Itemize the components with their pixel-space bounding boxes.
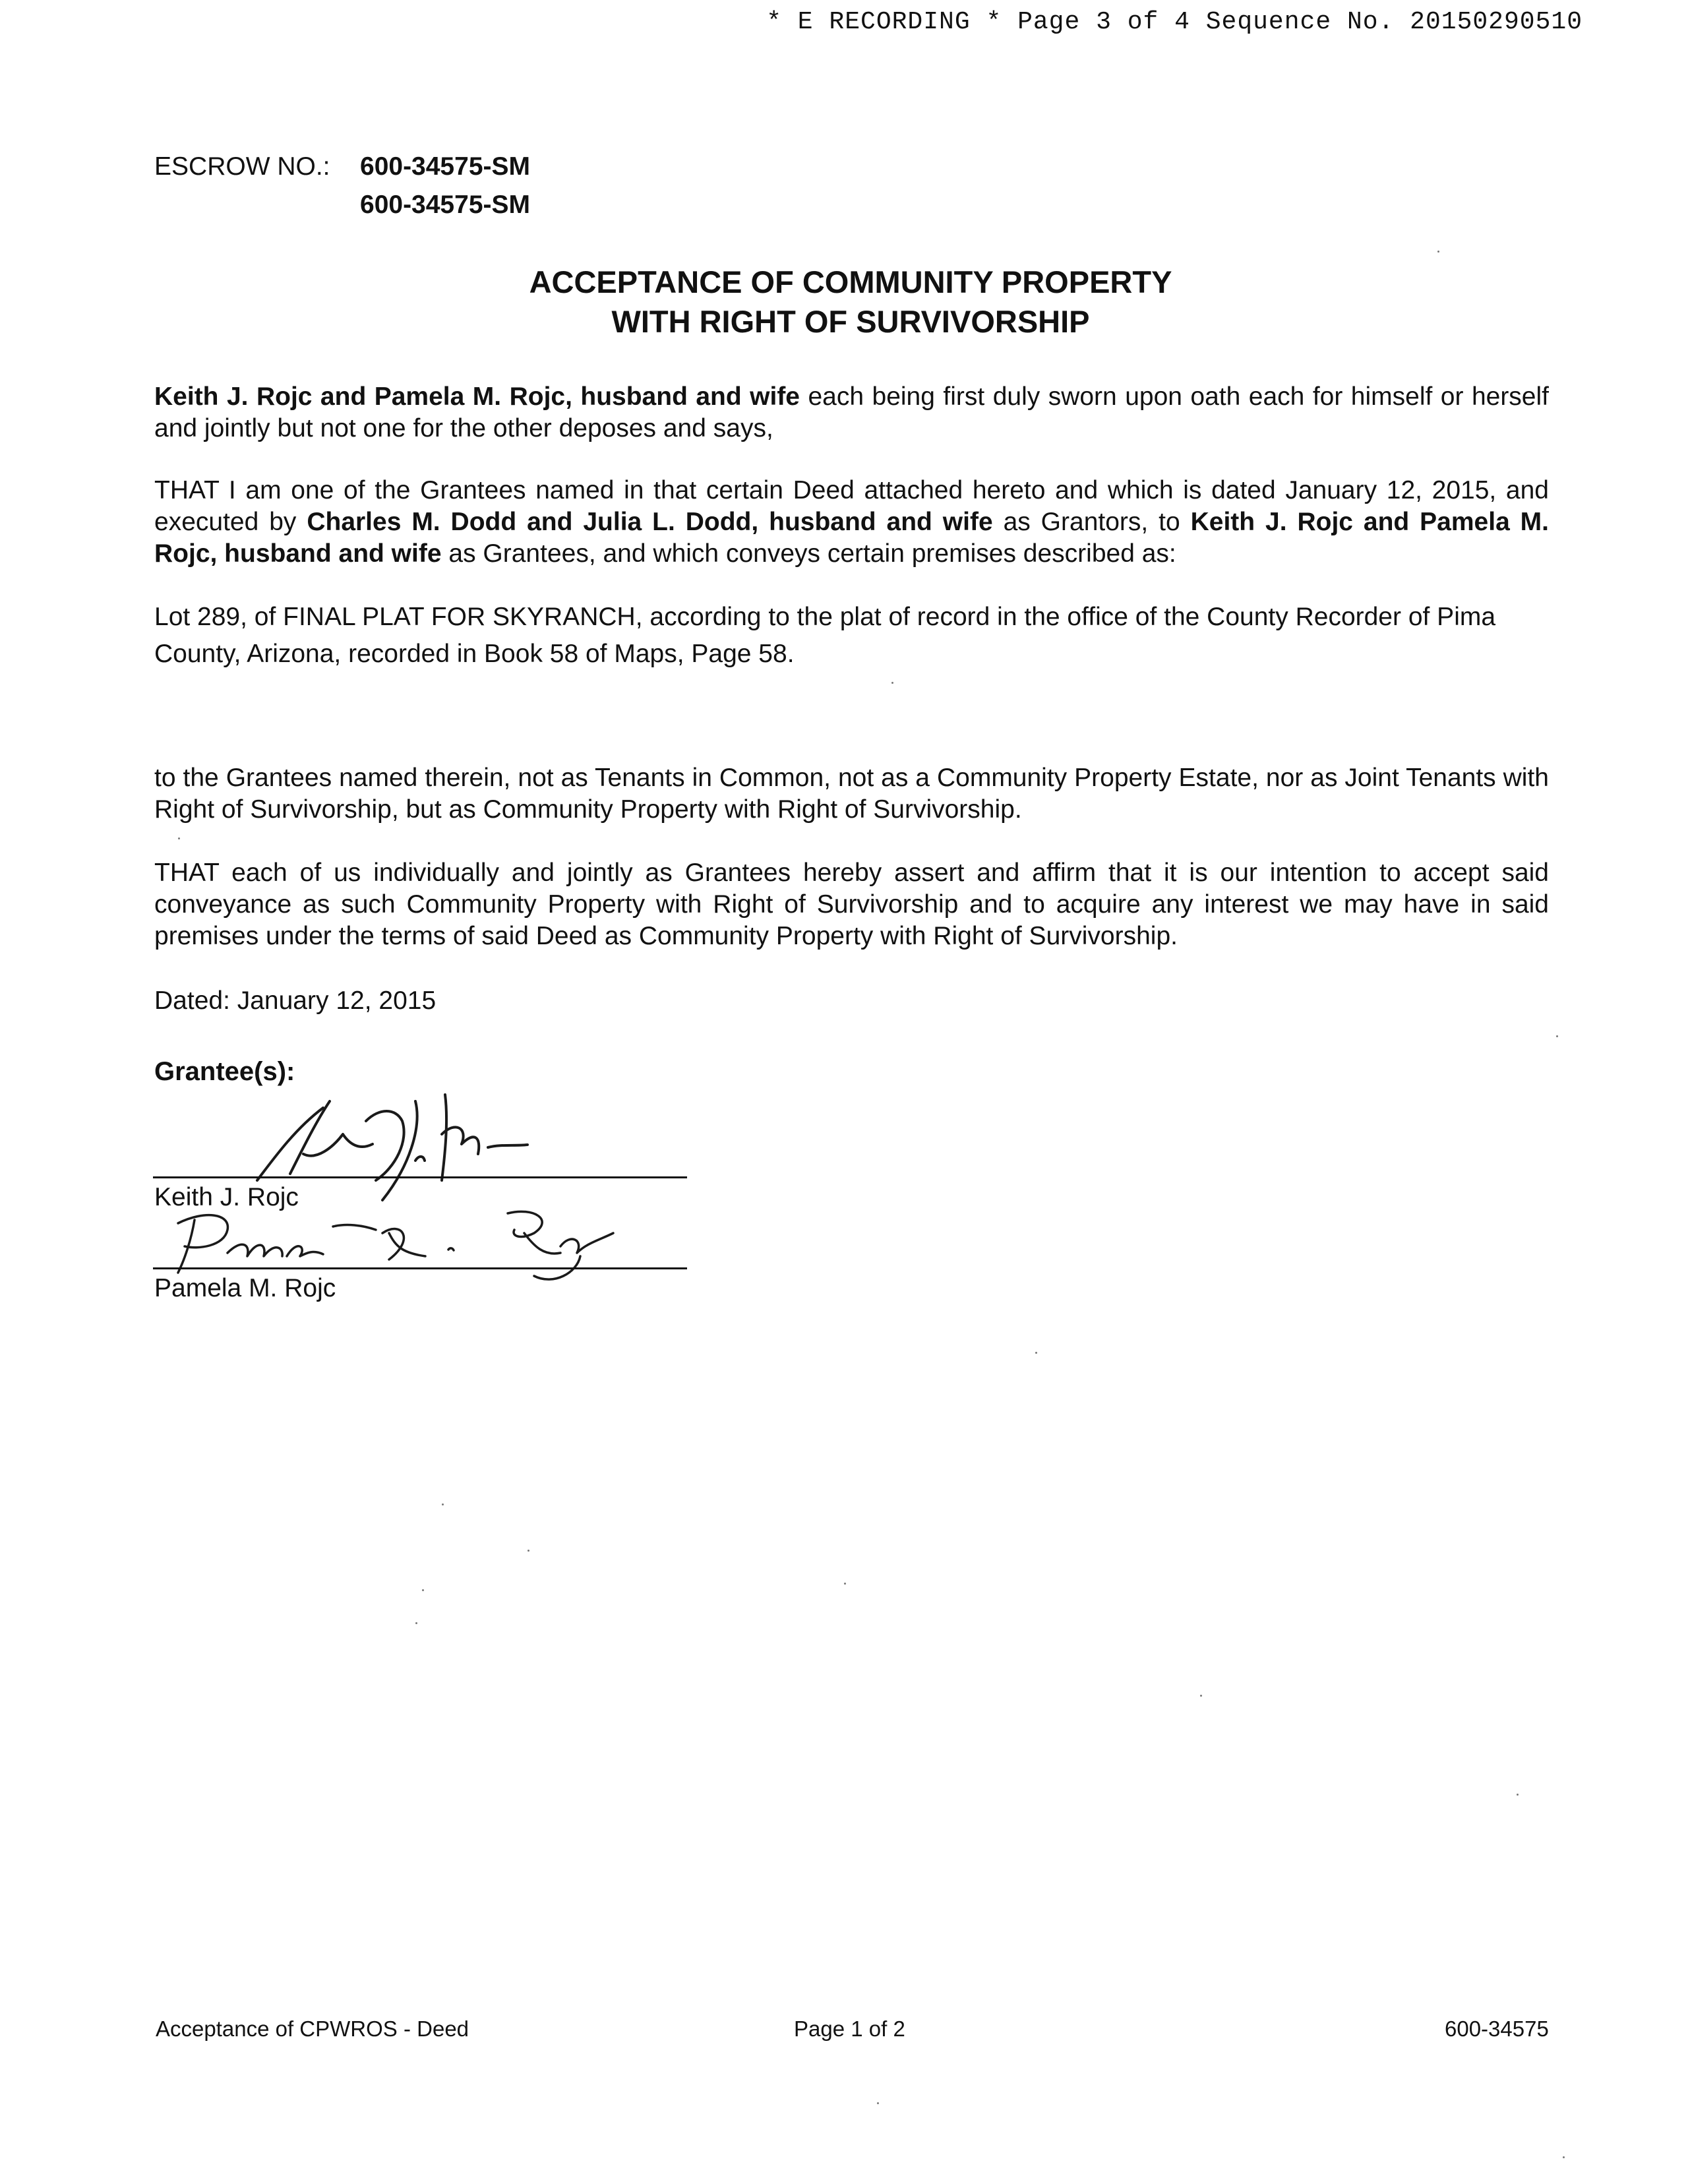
escrow-number: 600-34575-SM xyxy=(360,152,530,181)
footer-page-number: Page 1 of 2 xyxy=(794,2017,905,2041)
signature-line-1 xyxy=(153,1176,687,1178)
scan-speck xyxy=(422,1589,424,1591)
scan-speck xyxy=(891,682,893,684)
signer-name: Pamela M. Rojc xyxy=(154,1274,336,1302)
scan-speck xyxy=(442,1503,444,1505)
scan-speck xyxy=(877,2102,879,2104)
escrow-label: ESCROW NO.: xyxy=(154,152,330,181)
title-line-2: WITH RIGHT OF SURVIVORSHIP xyxy=(611,304,1090,339)
legal-description: Lot 289, of FINAL PLAT FOR SKYRANCH, according to the plat of record in the office of the County Recorder of Pima County, Arizona, recorded in Book 58 of Maps, Page 58. xyxy=(154,603,1496,668)
deed-text-c: as Grantees, and which conveys certain premises described as: xyxy=(441,539,1176,568)
deed-text-b: as Grantors, to xyxy=(992,508,1191,536)
oath-text: each being first duly sworn upon oath each for himself or herself and jointly but not one for the other deposes and says, xyxy=(154,382,1550,442)
recording-header: * E RECORDING * Page 3 of 4 Sequence No. 20150290510 xyxy=(766,8,1582,36)
scan-speck xyxy=(1035,1352,1037,1354)
escrow-block xyxy=(154,148,530,224)
oath-paragraph xyxy=(154,381,1549,444)
dated-line: Dated: January 12, 2015 xyxy=(154,986,437,1015)
tenancy-paragraph: to the Grantees named therein, not as Tenants in Common, not as a Community Property Estate, nor as Joint Tenants with Right of Survivorship, but as Community Property with Right of Survivorship. xyxy=(154,764,1549,824)
document-title xyxy=(0,262,1688,342)
escrow-row-1 xyxy=(154,148,530,186)
escrow-row-2 xyxy=(154,186,530,224)
grantees-names: Keith J. Rojc and Pamela M. Rojc, husband and wife xyxy=(154,508,1550,568)
scan-speck xyxy=(528,1550,529,1552)
affirmation-paragraph: THAT each of us individually and jointly as Grantees hereby assert and affirm that it is our intention to accept said conveyance as such Community Property with Right of Survivorship and to acquire any interest we may have in said premises under the terms of said Deed as Community Property with Right of Survivorship. xyxy=(154,859,1549,950)
signature-line-2 xyxy=(153,1267,687,1269)
scan-speck xyxy=(415,1622,417,1624)
scan-speck xyxy=(1200,1695,1202,1697)
scan-speck xyxy=(844,1583,846,1585)
scan-speck xyxy=(1556,1035,1558,1037)
title-line-1: ACCEPTANCE OF COMMUNITY PROPERTY xyxy=(529,264,1172,299)
scan-speck xyxy=(1437,251,1439,253)
grantees-label: Grantee(s): xyxy=(154,1057,295,1086)
scan-speck xyxy=(1517,1794,1519,1796)
scan-speck xyxy=(1563,2156,1565,2158)
escrow-number: 600-34575-SM xyxy=(360,191,530,219)
deed-text-a: THAT I am one of the Grantees named in that certain Deed attached hereto and which is dated January 12, 2015, and executed by xyxy=(154,476,1549,536)
scan-speck xyxy=(178,837,180,839)
grantees-names: Keith J. Rojc and Pamela M. Rojc, husband and wife xyxy=(154,382,800,411)
grantors-names: Charles M. Dodd and Julia L. Dodd, husband and wife xyxy=(307,508,993,536)
footer-escrow-number: 600-34575 xyxy=(1445,2017,1549,2041)
footer-document-name: Acceptance of CPWROS - Deed xyxy=(156,2017,469,2041)
signer-name: Keith J. Rojc xyxy=(154,1183,299,1211)
deed-paragraph xyxy=(154,475,1549,570)
